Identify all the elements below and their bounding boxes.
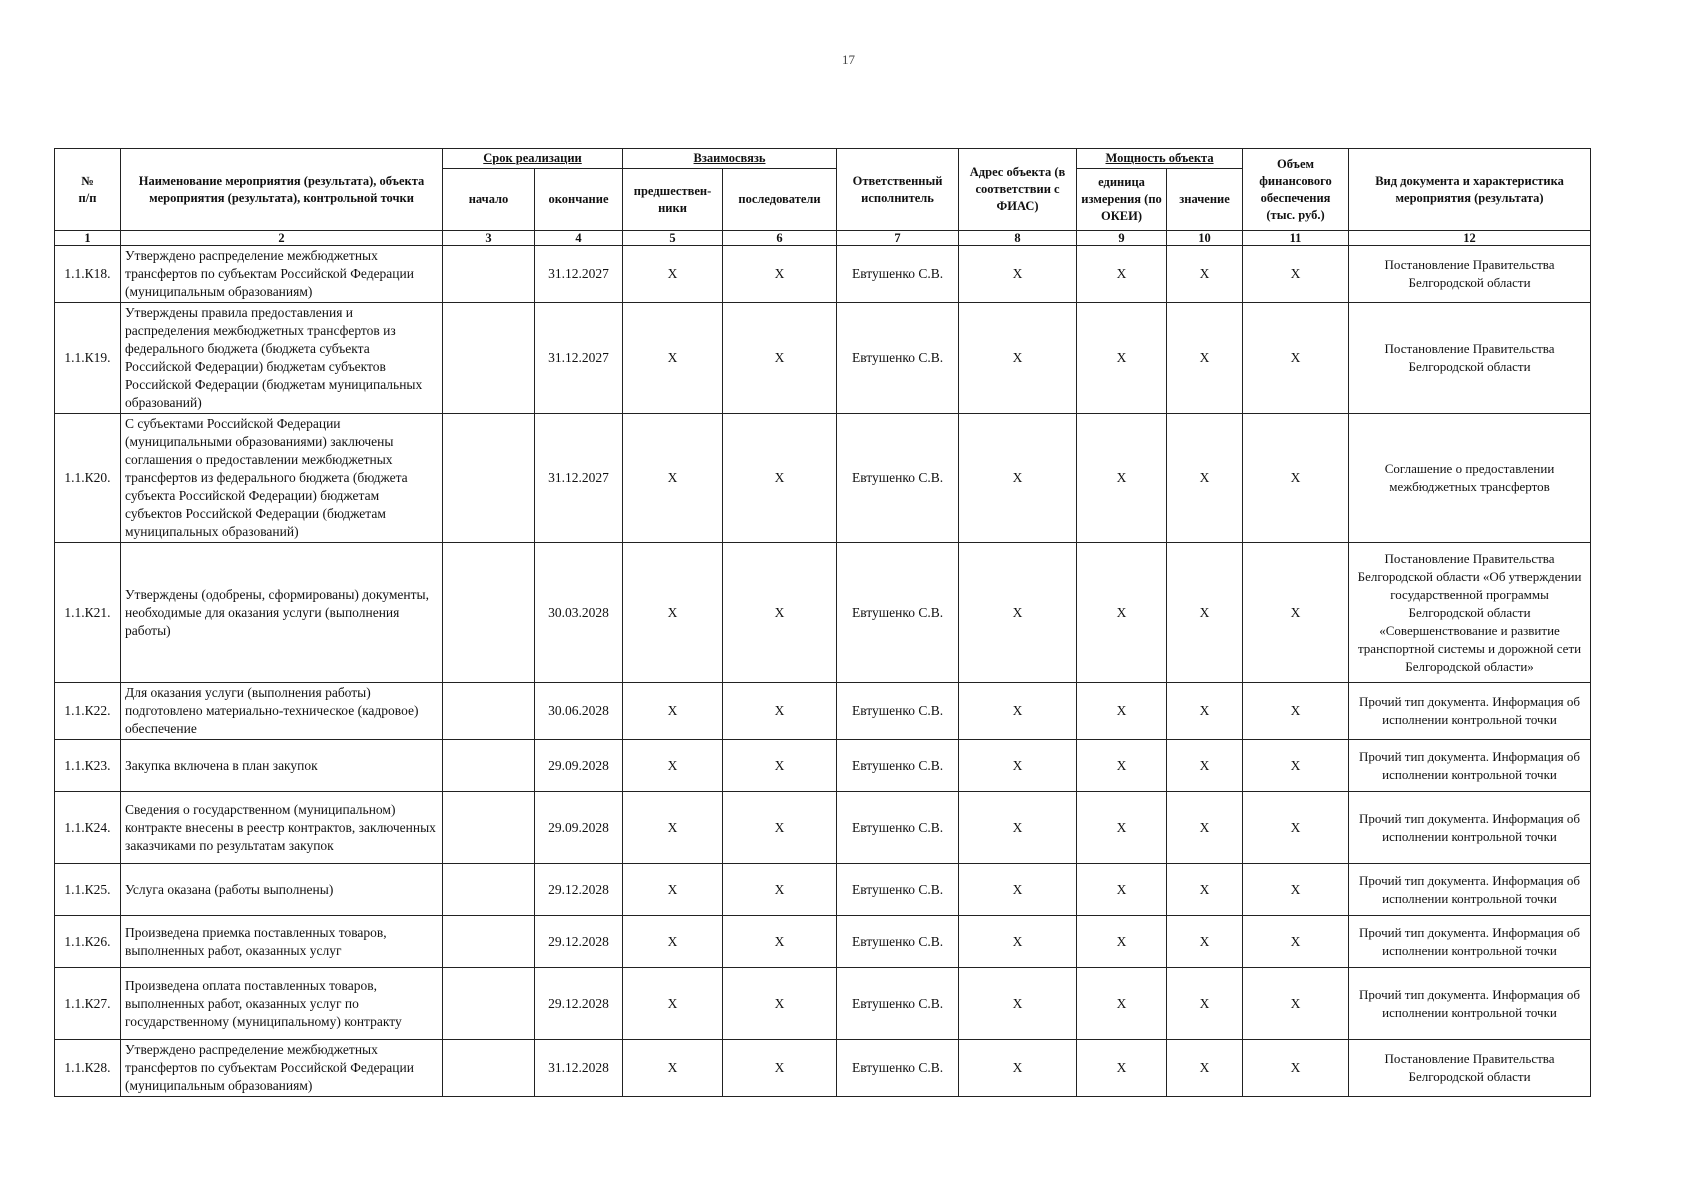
start-date <box>443 246 535 303</box>
responsible-cell: Евтушенко С.В. <box>837 916 959 968</box>
value-cell: X <box>1167 246 1243 303</box>
successors-cell: X <box>723 246 837 303</box>
column-number: 4 <box>535 231 623 246</box>
end-date: 31.12.2027 <box>535 414 623 543</box>
activities-table <box>54 148 1591 1097</box>
table-header <box>55 149 1591 246</box>
page-number: 17 <box>842 52 855 67</box>
table-row <box>55 414 1591 543</box>
successors-cell: X <box>723 740 837 792</box>
responsible-cell: Евтушенко С.В. <box>837 968 959 1040</box>
successors-cell: X <box>723 864 837 916</box>
document-type-cell: Постановление Правительства Белгородской области <box>1349 1040 1591 1097</box>
successors-cell: X <box>723 916 837 968</box>
value-cell: X <box>1167 864 1243 916</box>
responsible-cell: Евтушенко С.В. <box>837 792 959 864</box>
document-type-cell: Постановление Правительства Белгородской области <box>1349 246 1591 303</box>
header-start: начало <box>443 169 535 231</box>
volume-cell: X <box>1243 916 1349 968</box>
address-cell: X <box>959 303 1077 414</box>
start-date <box>443 543 535 683</box>
column-numbers-row <box>55 231 1591 246</box>
header-value: значение <box>1167 169 1243 231</box>
header-num: № п/п <box>55 149 121 231</box>
responsible-cell: Евтушенко С.В. <box>837 414 959 543</box>
end-date: 31.12.2027 <box>535 303 623 414</box>
header-responsible: Ответственный исполнитель <box>837 149 959 231</box>
successors-cell: X <box>723 792 837 864</box>
unit-cell: X <box>1077 916 1167 968</box>
row-number: 1.1.К19. <box>55 303 121 414</box>
end-date: 31.12.2028 <box>535 1040 623 1097</box>
responsible-cell: Евтушенко С.В. <box>837 303 959 414</box>
activity-name: С субъектами Российской Федерации (муниципальными образованиями) заключены соглашения о предоставлении межбюджетных трансфертов из федерального бюджета (бюджета субъекта Российской Федерации) бюджетам субъектов Российской Федерации (бюджетам муниципальных образований) <box>121 414 443 543</box>
volume-cell: X <box>1243 864 1349 916</box>
start-date <box>443 968 535 1040</box>
header-term-group: Срок реализации <box>443 149 623 169</box>
responsible-cell: Евтушенко С.В. <box>837 683 959 740</box>
predecessors-cell: X <box>623 303 723 414</box>
column-number: 11 <box>1243 231 1349 246</box>
column-number: 9 <box>1077 231 1167 246</box>
address-cell: X <box>959 968 1077 1040</box>
start-date <box>443 916 535 968</box>
document-type-cell: Прочий тип документа. Информация об исполнении контрольной точки <box>1349 968 1591 1040</box>
column-number: 6 <box>723 231 837 246</box>
volume-cell: X <box>1243 543 1349 683</box>
header-successors: последователи <box>723 169 837 231</box>
volume-cell: X <box>1243 683 1349 740</box>
unit-cell: X <box>1077 968 1167 1040</box>
document-type-cell: Постановление Правительства Белгородской области <box>1349 303 1591 414</box>
activity-name: Произведена оплата поставленных товаров, выполненных работ, оказанных услуг по государственному (муниципальному) контракту <box>121 968 443 1040</box>
value-cell: X <box>1167 303 1243 414</box>
activity-name: Сведения о государственном (муниципальном) контракте внесены в реестр контрактов, заключенных заказчиками по результатам закупок <box>121 792 443 864</box>
column-number: 12 <box>1349 231 1591 246</box>
volume-cell: X <box>1243 1040 1349 1097</box>
row-number: 1.1.К23. <box>55 740 121 792</box>
column-number: 10 <box>1167 231 1243 246</box>
volume-cell: X <box>1243 792 1349 864</box>
value-cell: X <box>1167 916 1243 968</box>
address-cell: X <box>959 1040 1077 1097</box>
start-date <box>443 792 535 864</box>
activity-name: Утверждено распределение межбюджетных трансфертов по субъектам Российской Федерации (муниципальным образованиям) <box>121 246 443 303</box>
unit-cell: X <box>1077 303 1167 414</box>
volume-cell: X <box>1243 246 1349 303</box>
activity-name: Утверждены правила предоставления и распределения межбюджетных трансфертов из федерального бюджета (бюджета субъекта Российской Федерации) бюджетам субъектов Российской Федерации (бюджетам муниципальных образований) <box>121 303 443 414</box>
document-type-cell: Прочий тип документа. Информация об исполнении контрольной точки <box>1349 683 1591 740</box>
header-name: Наименование мероприятия (результата), объекта мероприятия (результата), контрольной точки <box>121 149 443 231</box>
row-number: 1.1.К27. <box>55 968 121 1040</box>
activity-name: Услуга оказана (работы выполнены) <box>121 864 443 916</box>
predecessors-cell: X <box>623 864 723 916</box>
start-date <box>443 1040 535 1097</box>
predecessors-cell: X <box>623 683 723 740</box>
column-number: 8 <box>959 231 1077 246</box>
unit-cell: X <box>1077 740 1167 792</box>
start-date <box>443 683 535 740</box>
row-number: 1.1.К25. <box>55 864 121 916</box>
start-date <box>443 864 535 916</box>
end-date: 29.12.2028 <box>535 968 623 1040</box>
table-row <box>55 864 1591 916</box>
table-row <box>55 683 1591 740</box>
address-cell: X <box>959 740 1077 792</box>
row-number: 1.1.К18. <box>55 246 121 303</box>
end-date: 30.06.2028 <box>535 683 623 740</box>
value-cell: X <box>1167 968 1243 1040</box>
value-cell: X <box>1167 792 1243 864</box>
end-date: 29.09.2028 <box>535 740 623 792</box>
row-number: 1.1.К21. <box>55 543 121 683</box>
volume-cell: X <box>1243 968 1349 1040</box>
column-number: 2 <box>121 231 443 246</box>
predecessors-cell: X <box>623 740 723 792</box>
table-row <box>55 792 1591 864</box>
table-row <box>55 968 1591 1040</box>
responsible-cell: Евтушенко С.В. <box>837 740 959 792</box>
column-number: 3 <box>443 231 535 246</box>
predecessors-cell: X <box>623 1040 723 1097</box>
activity-name: Утверждены (одобрены, сформированы) документы, необходимые для оказания услуги (выполнения работы) <box>121 543 443 683</box>
address-cell: X <box>959 414 1077 543</box>
unit-cell: X <box>1077 792 1167 864</box>
header-end: окончание <box>535 169 623 231</box>
successors-cell: X <box>723 1040 837 1097</box>
successors-cell: X <box>723 683 837 740</box>
value-cell: X <box>1167 543 1243 683</box>
column-number: 7 <box>837 231 959 246</box>
header-predecessors: предшествен-ники <box>623 169 723 231</box>
value-cell: X <box>1167 683 1243 740</box>
table-row <box>55 1040 1591 1097</box>
value-cell: X <box>1167 414 1243 543</box>
table-row <box>55 246 1591 303</box>
end-date: 29.09.2028 <box>535 792 623 864</box>
predecessors-cell: X <box>623 246 723 303</box>
end-date: 29.12.2028 <box>535 864 623 916</box>
row-number: 1.1.К20. <box>55 414 121 543</box>
unit-cell: X <box>1077 864 1167 916</box>
document-type-cell: Прочий тип документа. Информация об исполнении контрольной точки <box>1349 792 1591 864</box>
row-number: 1.1.К24. <box>55 792 121 864</box>
address-cell: X <box>959 864 1077 916</box>
successors-cell: X <box>723 414 837 543</box>
column-number: 5 <box>623 231 723 246</box>
document-type-cell: Постановление Правительства Белгородской области «Об утверждении государственной программы Белгородской области «Совершенствование и развитие транспортной системы и дорожной сети Белгородской области» <box>1349 543 1591 683</box>
responsible-cell: Евтушенко С.В. <box>837 543 959 683</box>
successors-cell: X <box>723 543 837 683</box>
document-type-cell: Прочий тип документа. Информация об исполнении контрольной точки <box>1349 864 1591 916</box>
header-doc-type: Вид документа и характеристика мероприятия (результата) <box>1349 149 1591 231</box>
start-date <box>443 414 535 543</box>
responsible-cell: Евтушенко С.В. <box>837 864 959 916</box>
responsible-cell: Евтушенко С.В. <box>837 246 959 303</box>
value-cell: X <box>1167 740 1243 792</box>
address-cell: X <box>959 246 1077 303</box>
address-cell: X <box>959 683 1077 740</box>
column-number: 1 <box>55 231 121 246</box>
unit-cell: X <box>1077 1040 1167 1097</box>
document-type-cell: Прочий тип документа. Информация об исполнении контрольной точки <box>1349 740 1591 792</box>
successors-cell: X <box>723 303 837 414</box>
activity-name: Утверждено распределение межбюджетных трансфертов по субъектам Российской Федерации (муниципальным образованиям) <box>121 1040 443 1097</box>
predecessors-cell: X <box>623 414 723 543</box>
unit-cell: X <box>1077 414 1167 543</box>
address-cell: X <box>959 916 1077 968</box>
unit-cell: X <box>1077 543 1167 683</box>
successors-cell: X <box>723 968 837 1040</box>
volume-cell: X <box>1243 414 1349 543</box>
table-body <box>55 246 1591 1097</box>
document-type-cell: Прочий тип документа. Информация об исполнении контрольной точки <box>1349 916 1591 968</box>
header-unit: единица измерения (по ОКЕИ) <box>1077 169 1167 231</box>
table-row <box>55 916 1591 968</box>
address-cell: X <box>959 543 1077 683</box>
volume-cell: X <box>1243 303 1349 414</box>
row-number: 1.1.К26. <box>55 916 121 968</box>
activity-name: Произведена приемка поставленных товаров, выполненных работ, оказанных услуг <box>121 916 443 968</box>
end-date: 30.03.2028 <box>535 543 623 683</box>
table-row <box>55 543 1591 683</box>
header-volume: Объем финансового обеспечения (тыс. руб.) <box>1243 149 1349 231</box>
end-date: 29.12.2028 <box>535 916 623 968</box>
address-cell: X <box>959 792 1077 864</box>
value-cell: X <box>1167 1040 1243 1097</box>
volume-cell: X <box>1243 740 1349 792</box>
table-row <box>55 740 1591 792</box>
predecessors-cell: X <box>623 543 723 683</box>
predecessors-cell: X <box>623 792 723 864</box>
start-date <box>443 740 535 792</box>
start-date <box>443 303 535 414</box>
predecessors-cell: X <box>623 968 723 1040</box>
header-capacity-group: Мощность объекта <box>1077 149 1243 169</box>
activity-name: Для оказания услуги (выполнения работы) подготовлено материально-техническое (кадровое) обеспечение <box>121 683 443 740</box>
unit-cell: X <box>1077 683 1167 740</box>
header-link-group: Взаимосвязь <box>623 149 837 169</box>
responsible-cell: Евтушенко С.В. <box>837 1040 959 1097</box>
end-date: 31.12.2027 <box>535 246 623 303</box>
table-row <box>55 303 1591 414</box>
row-number: 1.1.К22. <box>55 683 121 740</box>
document-type-cell: Соглашение о предоставлении межбюджетных трансфертов <box>1349 414 1591 543</box>
activity-name: Закупка включена в план закупок <box>121 740 443 792</box>
unit-cell: X <box>1077 246 1167 303</box>
predecessors-cell: X <box>623 916 723 968</box>
row-number: 1.1.К28. <box>55 1040 121 1097</box>
header-address: Адрес объекта (в соответствии с ФИАС) <box>959 149 1077 231</box>
